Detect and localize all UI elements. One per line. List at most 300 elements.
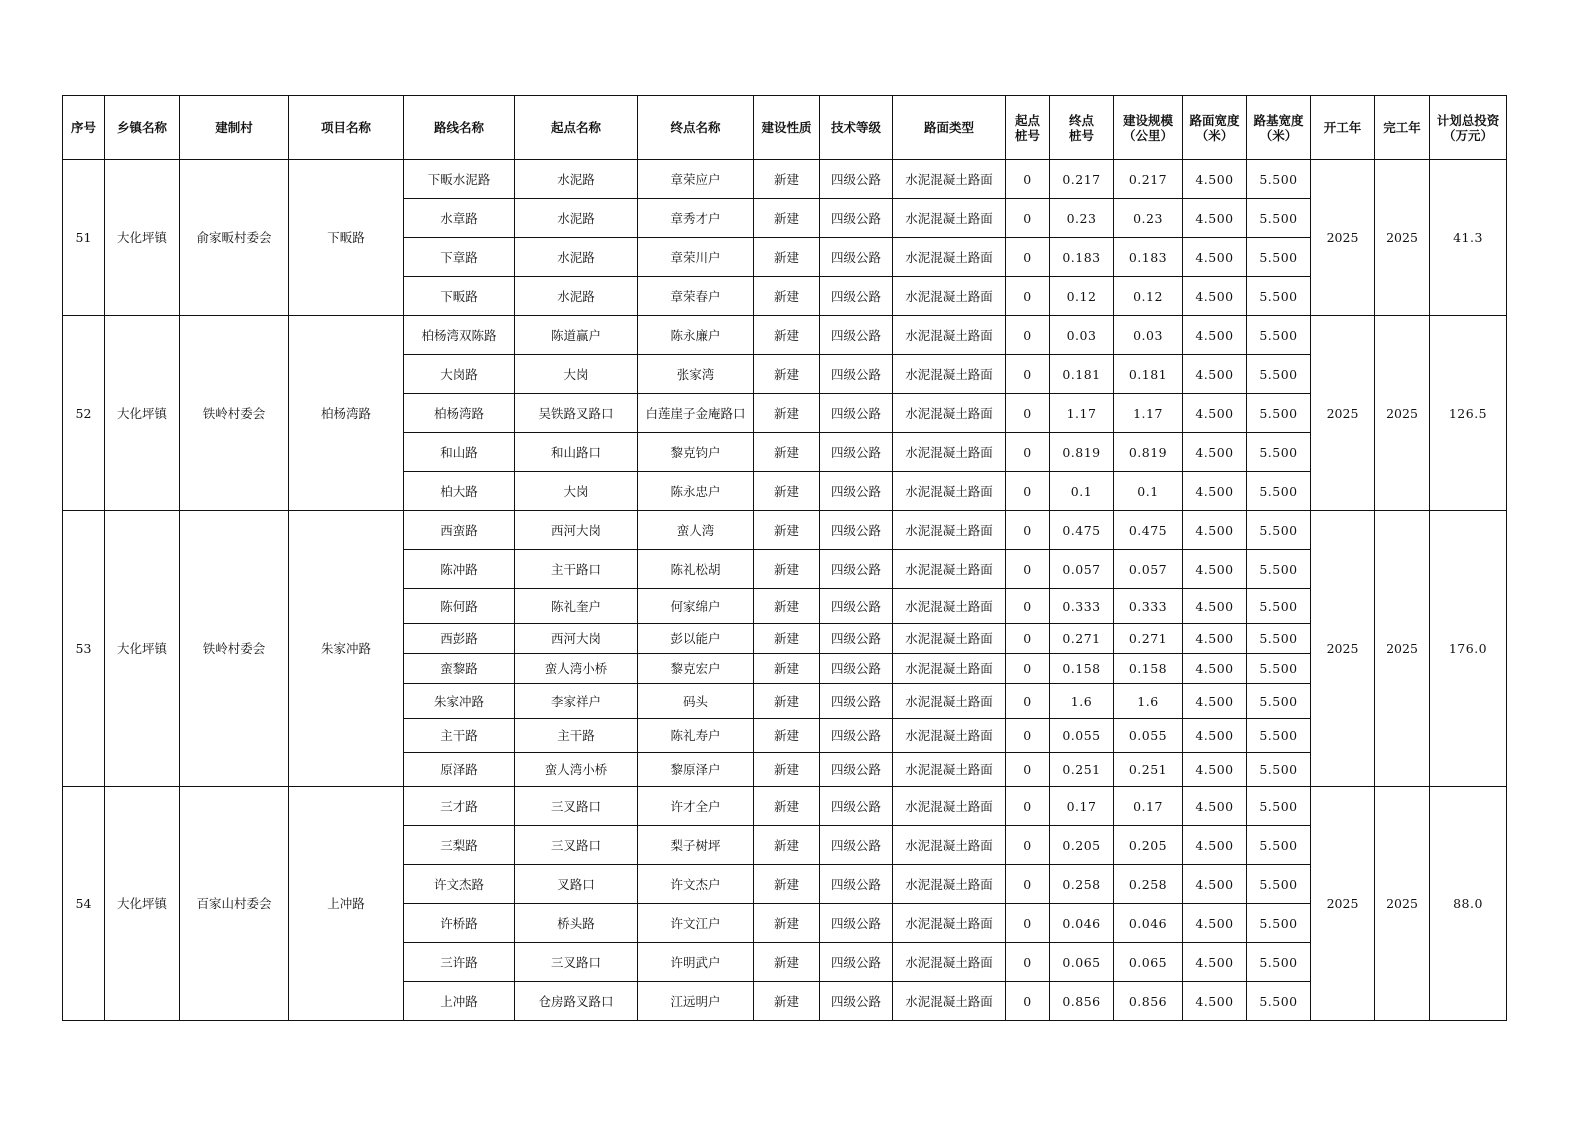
- start-stake-cell: 0: [1006, 433, 1050, 472]
- build-nature-cell: 新建: [754, 589, 820, 624]
- pavement-width-cell: 4.500: [1183, 277, 1247, 316]
- tech-grade-cell: 四级公路: [820, 753, 893, 787]
- start-stake-cell: 0: [1006, 865, 1050, 904]
- end-stake-cell: 1.17: [1050, 394, 1114, 433]
- start-stake-cell: 0: [1006, 624, 1050, 654]
- tech-grade-cell: 四级公路: [820, 826, 893, 865]
- subgrade-width-cell: 5.500: [1247, 982, 1311, 1021]
- village-cell: 铁岭村委会: [180, 511, 289, 787]
- route-name-cell: 原泽路: [404, 753, 515, 787]
- end-point-cell: 陈永忠户: [638, 472, 754, 511]
- subgrade-width-cell: 5.500: [1247, 160, 1311, 199]
- surface-type-cell: 水泥混凝土路面: [893, 550, 1006, 589]
- project-name-cell: 下畈路: [289, 160, 404, 316]
- route-name-cell: 柏杨湾路: [404, 394, 515, 433]
- col-header: 终点名称: [638, 96, 754, 160]
- end-stake-cell: 0.181: [1050, 355, 1114, 394]
- end-point-cell: 许文江户: [638, 904, 754, 943]
- subgrade-width-cell: 5.500: [1247, 787, 1311, 826]
- col-header: 路面宽度 （米）: [1183, 96, 1247, 160]
- end-stake-cell: 0.046: [1050, 904, 1114, 943]
- end-stake-cell: 0.251: [1050, 753, 1114, 787]
- build-scale-cell: 0.057: [1114, 550, 1183, 589]
- start-stake-cell: 0: [1006, 316, 1050, 355]
- build-scale-cell: 0.23: [1114, 199, 1183, 238]
- route-name-cell: 朱家冲路: [404, 684, 515, 719]
- subgrade-width-cell: 5.500: [1247, 904, 1311, 943]
- start-point-cell: 西河大岗: [515, 624, 638, 654]
- start-point-cell: 三叉路口: [515, 943, 638, 982]
- tech-grade-cell: 四级公路: [820, 433, 893, 472]
- build-scale-cell: 0.17: [1114, 787, 1183, 826]
- surface-type-cell: 水泥混凝土路面: [893, 719, 1006, 753]
- pavement-width-cell: 4.500: [1183, 160, 1247, 199]
- tech-grade-cell: 四级公路: [820, 355, 893, 394]
- col-header: 路线名称: [404, 96, 515, 160]
- build-nature-cell: 新建: [754, 982, 820, 1021]
- tech-grade-cell: 四级公路: [820, 394, 893, 433]
- tech-grade-cell: 四级公路: [820, 472, 893, 511]
- start-stake-cell: 0: [1006, 550, 1050, 589]
- build-scale-cell: 1.6: [1114, 684, 1183, 719]
- subgrade-width-cell: 5.500: [1247, 199, 1311, 238]
- col-header: 起点名称: [515, 96, 638, 160]
- table-body: [63, 160, 1507, 1021]
- tech-grade-cell: 四级公路: [820, 589, 893, 624]
- start-stake-cell: 0: [1006, 826, 1050, 865]
- col-header: 完工年: [1375, 96, 1430, 160]
- build-nature-cell: 新建: [754, 472, 820, 511]
- route-name-cell: 西蛮路: [404, 511, 515, 550]
- pavement-width-cell: 4.500: [1183, 394, 1247, 433]
- start-point-cell: 蛮人湾小桥: [515, 753, 638, 787]
- route-name-cell: 西彭路: [404, 624, 515, 654]
- start-point-cell: 叉路口: [515, 865, 638, 904]
- end-point-cell: 章荣应户: [638, 160, 754, 199]
- investment-cell: 176.0: [1430, 511, 1507, 787]
- start-point-cell: 水泥路: [515, 199, 638, 238]
- start-stake-cell: 0: [1006, 719, 1050, 753]
- end-year-cell: 2025: [1375, 316, 1430, 511]
- subgrade-width-cell: 5.500: [1247, 550, 1311, 589]
- end-stake-cell: 0.819: [1050, 433, 1114, 472]
- tech-grade-cell: 四级公路: [820, 199, 893, 238]
- surface-type-cell: 水泥混凝土路面: [893, 589, 1006, 624]
- build-scale-cell: 0.475: [1114, 511, 1183, 550]
- pavement-width-cell: 4.500: [1183, 787, 1247, 826]
- start-point-cell: 李家祥户: [515, 684, 638, 719]
- end-stake-cell: 0.333: [1050, 589, 1114, 624]
- start-stake-cell: 0: [1006, 355, 1050, 394]
- surface-type-cell: 水泥混凝土路面: [893, 865, 1006, 904]
- start-stake-cell: 0: [1006, 753, 1050, 787]
- start-stake-cell: 0: [1006, 277, 1050, 316]
- end-stake-cell: 0.17: [1050, 787, 1114, 826]
- start-stake-cell: 0: [1006, 904, 1050, 943]
- route-name-cell: 三许路: [404, 943, 515, 982]
- end-stake-cell: 1.6: [1050, 684, 1114, 719]
- tech-grade-cell: 四级公路: [820, 238, 893, 277]
- pavement-width-cell: 4.500: [1183, 511, 1247, 550]
- header-row: [63, 96, 1507, 160]
- route-name-cell: 陈何路: [404, 589, 515, 624]
- surface-type-cell: 水泥混凝土路面: [893, 684, 1006, 719]
- end-year-cell: 2025: [1375, 787, 1430, 1021]
- pavement-width-cell: 4.500: [1183, 943, 1247, 982]
- end-stake-cell: 0.183: [1050, 238, 1114, 277]
- end-stake-cell: 0.258: [1050, 865, 1114, 904]
- tech-grade-cell: 四级公路: [820, 654, 893, 684]
- route-name-cell: 大岗路: [404, 355, 515, 394]
- end-stake-cell: 0.1: [1050, 472, 1114, 511]
- tech-grade-cell: 四级公路: [820, 719, 893, 753]
- build-scale-cell: 0.181: [1114, 355, 1183, 394]
- start-stake-cell: 0: [1006, 199, 1050, 238]
- start-point-cell: 吴铁路叉路口: [515, 394, 638, 433]
- build-nature-cell: 新建: [754, 160, 820, 199]
- tech-grade-cell: 四级公路: [820, 865, 893, 904]
- subgrade-width-cell: 5.500: [1247, 355, 1311, 394]
- subgrade-width-cell: 5.500: [1247, 865, 1311, 904]
- town-cell: 大化坪镇: [105, 511, 180, 787]
- surface-type-cell: 水泥混凝土路面: [893, 355, 1006, 394]
- pavement-width-cell: 4.500: [1183, 472, 1247, 511]
- start-year-cell: 2025: [1311, 316, 1375, 511]
- build-nature-cell: 新建: [754, 787, 820, 826]
- project-name-cell: 朱家冲路: [289, 511, 404, 787]
- town-cell: 大化坪镇: [105, 316, 180, 511]
- build-scale-cell: 0.183: [1114, 238, 1183, 277]
- col-header: 计划总投资 （万元）: [1430, 96, 1507, 160]
- end-point-cell: 章荣川户: [638, 238, 754, 277]
- build-scale-cell: 1.17: [1114, 394, 1183, 433]
- pavement-width-cell: 4.500: [1183, 238, 1247, 277]
- subgrade-width-cell: 5.500: [1247, 589, 1311, 624]
- subgrade-width-cell: 5.500: [1247, 394, 1311, 433]
- start-stake-cell: 0: [1006, 943, 1050, 982]
- end-point-cell: 彭以能户: [638, 624, 754, 654]
- route-name-cell: 下章路: [404, 238, 515, 277]
- col-header: 建制村: [180, 96, 289, 160]
- tech-grade-cell: 四级公路: [820, 904, 893, 943]
- surface-type-cell: 水泥混凝土路面: [893, 826, 1006, 865]
- start-point-cell: 水泥路: [515, 160, 638, 199]
- col-header: 序号: [63, 96, 105, 160]
- investment-cell: 88.0: [1430, 787, 1507, 1021]
- tech-grade-cell: 四级公路: [820, 624, 893, 654]
- end-point-cell: 章秀才户: [638, 199, 754, 238]
- surface-type-cell: 水泥混凝土路面: [893, 199, 1006, 238]
- build-nature-cell: 新建: [754, 943, 820, 982]
- end-point-cell: 许文杰户: [638, 865, 754, 904]
- build-nature-cell: 新建: [754, 238, 820, 277]
- build-nature-cell: 新建: [754, 394, 820, 433]
- end-point-cell: 码头: [638, 684, 754, 719]
- start-stake-cell: 0: [1006, 511, 1050, 550]
- table-row: [63, 160, 1507, 199]
- start-point-cell: 桥头路: [515, 904, 638, 943]
- route-name-cell: 水章路: [404, 199, 515, 238]
- route-name-cell: 陈冲路: [404, 550, 515, 589]
- subgrade-width-cell: 5.500: [1247, 684, 1311, 719]
- subgrade-width-cell: 5.500: [1247, 277, 1311, 316]
- build-nature-cell: 新建: [754, 433, 820, 472]
- build-scale-cell: 0.12: [1114, 277, 1183, 316]
- subgrade-width-cell: 5.500: [1247, 719, 1311, 753]
- end-stake-cell: 0.065: [1050, 943, 1114, 982]
- surface-type-cell: 水泥混凝土路面: [893, 394, 1006, 433]
- route-name-cell: 许文杰路: [404, 865, 515, 904]
- surface-type-cell: 水泥混凝土路面: [893, 277, 1006, 316]
- road-project-table: [62, 95, 1507, 1021]
- build-scale-cell: 0.333: [1114, 589, 1183, 624]
- investment-cell: 41.3: [1430, 160, 1507, 316]
- col-header: 乡镇名称: [105, 96, 180, 160]
- build-nature-cell: 新建: [754, 826, 820, 865]
- end-stake-cell: 0.856: [1050, 982, 1114, 1021]
- route-name-cell: 许桥路: [404, 904, 515, 943]
- pavement-width-cell: 4.500: [1183, 684, 1247, 719]
- subgrade-width-cell: 5.500: [1247, 472, 1311, 511]
- end-point-cell: 许才全户: [638, 787, 754, 826]
- table-row: [63, 316, 1507, 355]
- end-point-cell: 白莲崖子金庵路口: [638, 394, 754, 433]
- end-stake-cell: 0.057: [1050, 550, 1114, 589]
- end-stake-cell: 0.12: [1050, 277, 1114, 316]
- end-stake-cell: 0.475: [1050, 511, 1114, 550]
- tech-grade-cell: 四级公路: [820, 943, 893, 982]
- end-point-cell: 章荣春户: [638, 277, 754, 316]
- town-cell: 大化坪镇: [105, 160, 180, 316]
- table-row: [63, 787, 1507, 826]
- build-scale-cell: 0.03: [1114, 316, 1183, 355]
- surface-type-cell: 水泥混凝土路面: [893, 654, 1006, 684]
- pavement-width-cell: 4.500: [1183, 654, 1247, 684]
- end-point-cell: 黎克钧户: [638, 433, 754, 472]
- project-name-cell: 上冲路: [289, 787, 404, 1021]
- start-stake-cell: 0: [1006, 238, 1050, 277]
- end-point-cell: 何家绵户: [638, 589, 754, 624]
- subgrade-width-cell: 5.500: [1247, 433, 1311, 472]
- end-year-cell: 2025: [1375, 511, 1430, 787]
- start-point-cell: 西河大岗: [515, 511, 638, 550]
- end-stake-cell: 0.03: [1050, 316, 1114, 355]
- subgrade-width-cell: 5.500: [1247, 511, 1311, 550]
- build-nature-cell: 新建: [754, 654, 820, 684]
- col-header: 建设性质: [754, 96, 820, 160]
- village-cell: 俞家畈村委会: [180, 160, 289, 316]
- start-point-cell: 主干路: [515, 719, 638, 753]
- surface-type-cell: 水泥混凝土路面: [893, 472, 1006, 511]
- surface-type-cell: 水泥混凝土路面: [893, 238, 1006, 277]
- route-name-cell: 三才路: [404, 787, 515, 826]
- end-point-cell: 张家湾: [638, 355, 754, 394]
- end-point-cell: 黎原泽户: [638, 753, 754, 787]
- start-year-cell: 2025: [1311, 160, 1375, 316]
- subgrade-width-cell: 5.500: [1247, 826, 1311, 865]
- pavement-width-cell: 4.500: [1183, 589, 1247, 624]
- end-point-cell: 陈永廉户: [638, 316, 754, 355]
- table-row: [63, 511, 1507, 550]
- route-name-cell: 和山路: [404, 433, 515, 472]
- build-scale-cell: 0.217: [1114, 160, 1183, 199]
- pavement-width-cell: 4.500: [1183, 355, 1247, 394]
- start-stake-cell: 0: [1006, 684, 1050, 719]
- build-scale-cell: 0.046: [1114, 904, 1183, 943]
- surface-type-cell: 水泥混凝土路面: [893, 624, 1006, 654]
- build-scale-cell: 0.856: [1114, 982, 1183, 1021]
- village-cell: 百家山村委会: [180, 787, 289, 1021]
- build-scale-cell: 0.158: [1114, 654, 1183, 684]
- pavement-width-cell: 4.500: [1183, 433, 1247, 472]
- col-header: 建设规模 （公里）: [1114, 96, 1183, 160]
- tech-grade-cell: 四级公路: [820, 316, 893, 355]
- surface-type-cell: 水泥混凝土路面: [893, 787, 1006, 826]
- end-stake-cell: 0.158: [1050, 654, 1114, 684]
- col-header: 起点 桩号: [1006, 96, 1050, 160]
- build-scale-cell: 0.205: [1114, 826, 1183, 865]
- start-point-cell: 蛮人湾小桥: [515, 654, 638, 684]
- build-nature-cell: 新建: [754, 550, 820, 589]
- tech-grade-cell: 四级公路: [820, 684, 893, 719]
- build-nature-cell: 新建: [754, 753, 820, 787]
- surface-type-cell: 水泥混凝土路面: [893, 511, 1006, 550]
- seq-cell: 52: [63, 316, 105, 511]
- end-stake-cell: 0.271: [1050, 624, 1114, 654]
- route-name-cell: 蛮黎路: [404, 654, 515, 684]
- build-nature-cell: 新建: [754, 199, 820, 238]
- col-header: 项目名称: [289, 96, 404, 160]
- seq-cell: 51: [63, 160, 105, 316]
- build-nature-cell: 新建: [754, 719, 820, 753]
- start-point-cell: 大岗: [515, 355, 638, 394]
- tech-grade-cell: 四级公路: [820, 160, 893, 199]
- pavement-width-cell: 4.500: [1183, 982, 1247, 1021]
- start-point-cell: 主干路口: [515, 550, 638, 589]
- pavement-width-cell: 4.500: [1183, 624, 1247, 654]
- build-nature-cell: 新建: [754, 355, 820, 394]
- end-point-cell: 黎克宏户: [638, 654, 754, 684]
- route-name-cell: 柏杨湾双陈路: [404, 316, 515, 355]
- tech-grade-cell: 四级公路: [820, 277, 893, 316]
- pavement-width-cell: 4.500: [1183, 865, 1247, 904]
- subgrade-width-cell: 5.500: [1247, 624, 1311, 654]
- subgrade-width-cell: 5.500: [1247, 238, 1311, 277]
- end-point-cell: 梨子树坪: [638, 826, 754, 865]
- start-stake-cell: 0: [1006, 589, 1050, 624]
- col-header: 开工年: [1311, 96, 1375, 160]
- start-point-cell: 仓房路叉路口: [515, 982, 638, 1021]
- start-point-cell: 陈礼奎户: [515, 589, 638, 624]
- pavement-width-cell: 4.500: [1183, 550, 1247, 589]
- investment-cell: 126.5: [1430, 316, 1507, 511]
- pavement-width-cell: 4.500: [1183, 719, 1247, 753]
- pavement-width-cell: 4.500: [1183, 904, 1247, 943]
- build-scale-cell: 0.065: [1114, 943, 1183, 982]
- build-scale-cell: 0.258: [1114, 865, 1183, 904]
- end-stake-cell: 0.217: [1050, 160, 1114, 199]
- tech-grade-cell: 四级公路: [820, 787, 893, 826]
- end-stake-cell: 0.23: [1050, 199, 1114, 238]
- village-cell: 铁岭村委会: [180, 316, 289, 511]
- surface-type-cell: 水泥混凝土路面: [893, 160, 1006, 199]
- build-nature-cell: 新建: [754, 865, 820, 904]
- build-nature-cell: 新建: [754, 277, 820, 316]
- start-stake-cell: 0: [1006, 982, 1050, 1021]
- build-nature-cell: 新建: [754, 511, 820, 550]
- tech-grade-cell: 四级公路: [820, 982, 893, 1021]
- route-name-cell: 下畈路: [404, 277, 515, 316]
- project-name-cell: 柏杨湾路: [289, 316, 404, 511]
- start-stake-cell: 0: [1006, 472, 1050, 511]
- build-nature-cell: 新建: [754, 904, 820, 943]
- build-scale-cell: 0.819: [1114, 433, 1183, 472]
- col-header: 路基宽度 （米）: [1247, 96, 1311, 160]
- subgrade-width-cell: 5.500: [1247, 654, 1311, 684]
- pavement-width-cell: 4.500: [1183, 753, 1247, 787]
- end-stake-cell: 0.055: [1050, 719, 1114, 753]
- route-name-cell: 上冲路: [404, 982, 515, 1021]
- build-scale-cell: 0.055: [1114, 719, 1183, 753]
- start-stake-cell: 0: [1006, 394, 1050, 433]
- surface-type-cell: 水泥混凝土路面: [893, 904, 1006, 943]
- subgrade-width-cell: 5.500: [1247, 316, 1311, 355]
- seq-cell: 54: [63, 787, 105, 1021]
- start-stake-cell: 0: [1006, 654, 1050, 684]
- surface-type-cell: 水泥混凝土路面: [893, 316, 1006, 355]
- start-year-cell: 2025: [1311, 787, 1375, 1021]
- pavement-width-cell: 4.500: [1183, 316, 1247, 355]
- col-header: 路面类型: [893, 96, 1006, 160]
- start-point-cell: 水泥路: [515, 238, 638, 277]
- col-header: 终点 桩号: [1050, 96, 1114, 160]
- build-nature-cell: 新建: [754, 624, 820, 654]
- end-point-cell: 陈礼松胡: [638, 550, 754, 589]
- start-point-cell: 三叉路口: [515, 787, 638, 826]
- start-point-cell: 和山路口: [515, 433, 638, 472]
- route-name-cell: 下畈水泥路: [404, 160, 515, 199]
- town-cell: 大化坪镇: [105, 787, 180, 1021]
- end-year-cell: 2025: [1375, 160, 1430, 316]
- build-scale-cell: 0.251: [1114, 753, 1183, 787]
- pavement-width-cell: 4.500: [1183, 826, 1247, 865]
- build-scale-cell: 0.271: [1114, 624, 1183, 654]
- build-scale-cell: 0.1: [1114, 472, 1183, 511]
- surface-type-cell: 水泥混凝土路面: [893, 982, 1006, 1021]
- subgrade-width-cell: 5.500: [1247, 943, 1311, 982]
- route-name-cell: 柏大路: [404, 472, 515, 511]
- start-year-cell: 2025: [1311, 511, 1375, 787]
- route-name-cell: 三梨路: [404, 826, 515, 865]
- end-point-cell: 许明武户: [638, 943, 754, 982]
- end-point-cell: 江远明户: [638, 982, 754, 1021]
- subgrade-width-cell: 5.500: [1247, 753, 1311, 787]
- start-point-cell: 陈道赢户: [515, 316, 638, 355]
- surface-type-cell: 水泥混凝土路面: [893, 753, 1006, 787]
- pavement-width-cell: 4.500: [1183, 199, 1247, 238]
- route-name-cell: 主干路: [404, 719, 515, 753]
- build-nature-cell: 新建: [754, 684, 820, 719]
- tech-grade-cell: 四级公路: [820, 550, 893, 589]
- end-point-cell: 陈礼寿户: [638, 719, 754, 753]
- end-point-cell: 蛮人湾: [638, 511, 754, 550]
- start-point-cell: 水泥路: [515, 277, 638, 316]
- tech-grade-cell: 四级公路: [820, 511, 893, 550]
- surface-type-cell: 水泥混凝土路面: [893, 433, 1006, 472]
- end-stake-cell: 0.205: [1050, 826, 1114, 865]
- build-nature-cell: 新建: [754, 316, 820, 355]
- col-header: 技术等级: [820, 96, 893, 160]
